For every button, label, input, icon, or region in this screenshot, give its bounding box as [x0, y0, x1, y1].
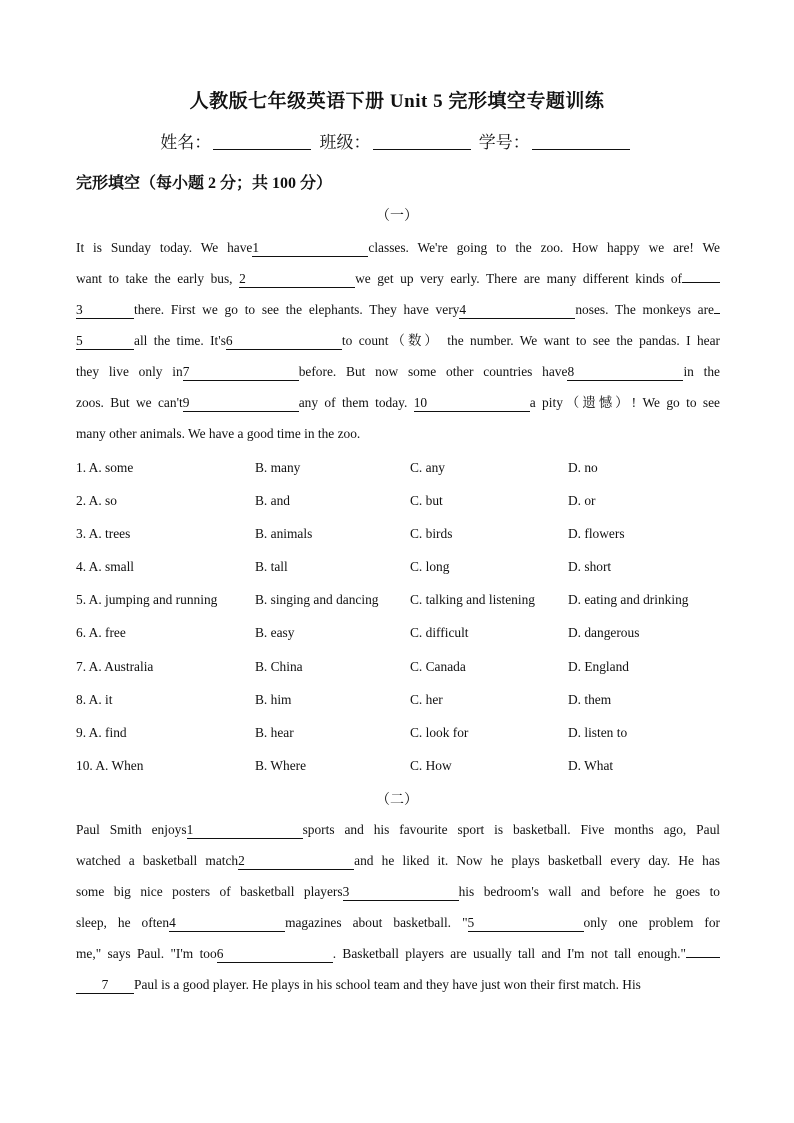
- passage-text: only one problem for: [583, 915, 720, 930]
- option-choice: B. China: [255, 658, 303, 674]
- passage-text: there. First we go to see the elephants. They have very: [134, 302, 460, 317]
- answer-blank: 6: [226, 333, 342, 350]
- part1-line: [76, 356, 720, 387]
- answer-blank: 5: [76, 333, 134, 350]
- question-option-row: [76, 460, 726, 493]
- option-choice: 4. A. small: [76, 559, 135, 575]
- question-option-row: [76, 592, 726, 625]
- part2-heading: （二）: [376, 793, 418, 808]
- part1-line: [76, 387, 720, 418]
- id-label: 学号：: [478, 133, 530, 152]
- option-choice: B. Where: [255, 757, 307, 773]
- option-choice: B. many: [255, 460, 301, 475]
- passage-text: watched a basketball match: [76, 853, 239, 868]
- passage-text: sleep, he often: [76, 915, 170, 930]
- passage-text: me," says Paul. "I'm too: [76, 946, 217, 961]
- question-option-row: [76, 692, 726, 725]
- passage-text: . Basketball players are usually tall and I'm not tall enough.": [332, 946, 686, 961]
- option-choice: 8. A. it: [76, 691, 113, 707]
- part1-line: [76, 263, 720, 294]
- option-choice: D. England: [568, 658, 629, 674]
- option-choice: D. What: [568, 757, 614, 773]
- option-choice: C. talking and listening: [410, 592, 535, 608]
- option-choice: C. Canada: [410, 658, 466, 674]
- option-choice: 9. A. find: [76, 724, 127, 740]
- answer-blank: [714, 297, 720, 314]
- part2-line: [76, 814, 720, 845]
- question-option-row: [76, 659, 726, 692]
- answer-blank: 9: [183, 395, 299, 412]
- passage-text: many other animals. We have a good time in the zoo.: [76, 426, 361, 441]
- part1-passage: [76, 232, 720, 449]
- part1-heading: （一）: [376, 209, 418, 224]
- answer-blank: 4: [169, 915, 285, 932]
- answer-blank: 8: [567, 364, 683, 381]
- class-blank: [373, 133, 471, 150]
- student-info-line: [0, 128, 794, 153]
- option-choice: C. any: [410, 460, 445, 475]
- question-option-row: [76, 758, 726, 791]
- option-choice: D. dangerous: [568, 625, 640, 641]
- class-label: 班级：: [319, 133, 371, 152]
- option-choice: 1. A. some: [76, 460, 134, 475]
- part2-line: [76, 938, 720, 969]
- passage-text: a pity（遗憾）! We go to see: [529, 395, 720, 410]
- option-choice: B. singing and dancing: [255, 592, 379, 608]
- passage-text: we get up very early. There are many different kinds of: [355, 271, 682, 286]
- part1-options: [76, 460, 726, 791]
- name-label: 姓名：: [160, 133, 212, 152]
- part2-line: [76, 845, 720, 876]
- passage-text: before. But now some other countries have: [298, 364, 568, 379]
- question-option-row: [76, 625, 726, 658]
- option-choice: 2. A. so: [76, 493, 117, 509]
- section-heading: 完形填空（每小题 2 分；共 100 分）: [76, 175, 333, 192]
- passage-text: noses. The monkeys are: [575, 302, 715, 317]
- option-choice: C. difficult: [410, 625, 469, 641]
- answer-blank: 1: [187, 822, 303, 839]
- passage-text: Paul is a good player. He plays in his school team and they have just won their first match. His: [134, 977, 641, 992]
- passage-text: to count（数） the number. We want to see the pandas. I hear: [341, 333, 720, 348]
- part2-passage: [76, 814, 720, 1000]
- option-choice: C. look for: [410, 724, 469, 740]
- option-choice: D. no: [568, 460, 598, 475]
- part1-line: [76, 418, 720, 449]
- option-choice: 3. A. trees: [76, 526, 131, 542]
- passage-text: zoos. But we can't: [76, 395, 183, 410]
- passage-text: want to take the early bus,: [76, 271, 240, 286]
- option-choice: D. short: [568, 559, 612, 575]
- passage-text: Paul Smith enjoys: [76, 822, 187, 837]
- part1-line: [76, 325, 720, 356]
- option-choice: D. listen to: [568, 724, 628, 740]
- answer-blank: 10: [414, 395, 530, 412]
- option-choice: C. long: [410, 559, 450, 575]
- answer-blank: 1: [252, 240, 368, 257]
- passage-text: they live only in: [76, 364, 183, 379]
- option-choice: B. him: [255, 691, 292, 707]
- answer-blank: 2: [238, 853, 354, 870]
- question-option-row: [76, 559, 726, 592]
- option-choice: C. How: [410, 757, 452, 773]
- part1-line: [76, 294, 720, 325]
- answer-blank: 5: [468, 915, 584, 932]
- passage-text: all the time. It's: [134, 333, 226, 348]
- passage-text: classes. We're going to the zoo. How happy we are! We: [368, 240, 720, 255]
- id-blank: [532, 133, 630, 150]
- part2-line: [76, 876, 720, 907]
- option-choice: D. or: [568, 493, 596, 509]
- option-choice: 6. A. free: [76, 625, 126, 641]
- passage-text: It is Sunday today. We have: [76, 240, 253, 255]
- passage-text: in the: [683, 364, 720, 379]
- option-choice: C. her: [410, 691, 443, 707]
- name-blank: [213, 133, 311, 150]
- answer-blank: 2: [239, 271, 355, 288]
- answer-blank: 7: [76, 977, 134, 994]
- page-title: 人教版七年级英语下册 Unit 5 完形填空专题训练: [189, 91, 605, 112]
- option-choice: 5. A. jumping and running: [76, 592, 218, 608]
- option-choice: 10. A. When: [76, 757, 144, 773]
- answer-blank: 6: [217, 946, 333, 963]
- passage-text: any of them today.: [298, 395, 414, 410]
- option-choice: B. and: [255, 493, 290, 509]
- option-choice: B. easy: [255, 625, 295, 641]
- answer-blank: 3: [76, 302, 134, 319]
- option-choice: D. eating and drinking: [568, 592, 689, 608]
- answer-blank: 3: [343, 884, 459, 901]
- option-choice: C. birds: [410, 526, 453, 542]
- option-choice: D. them: [568, 691, 612, 707]
- option-choice: B. animals: [255, 526, 313, 542]
- question-option-row: [76, 725, 726, 758]
- question-option-row: [76, 493, 726, 526]
- answer-blank: [682, 266, 720, 283]
- part1-line: [76, 232, 720, 263]
- passage-text: his bedroom's wall and before he goes to: [458, 884, 720, 899]
- answer-blank: 4: [459, 302, 575, 319]
- passage-text: and he liked it. Now he plays basketball every day. He has: [354, 853, 720, 868]
- passage-text: sports and his favourite sport is basketball. Five months ago, Paul: [302, 822, 720, 837]
- option-choice: C. but: [410, 493, 443, 509]
- part2-line: [76, 907, 720, 938]
- option-choice: D. flowers: [568, 526, 625, 542]
- passage-text: magazines about basketball. ": [285, 915, 468, 930]
- passage-text: some big nice posters of basketball players: [76, 884, 343, 899]
- option-choice: B. tall: [255, 559, 288, 575]
- answer-blank: 7: [183, 364, 299, 381]
- question-option-row: [76, 526, 726, 559]
- answer-blank: [686, 941, 720, 958]
- option-choice: 7. A. Australia: [76, 658, 154, 674]
- part2-line: [76, 969, 720, 1000]
- option-choice: B. hear: [255, 724, 294, 740]
